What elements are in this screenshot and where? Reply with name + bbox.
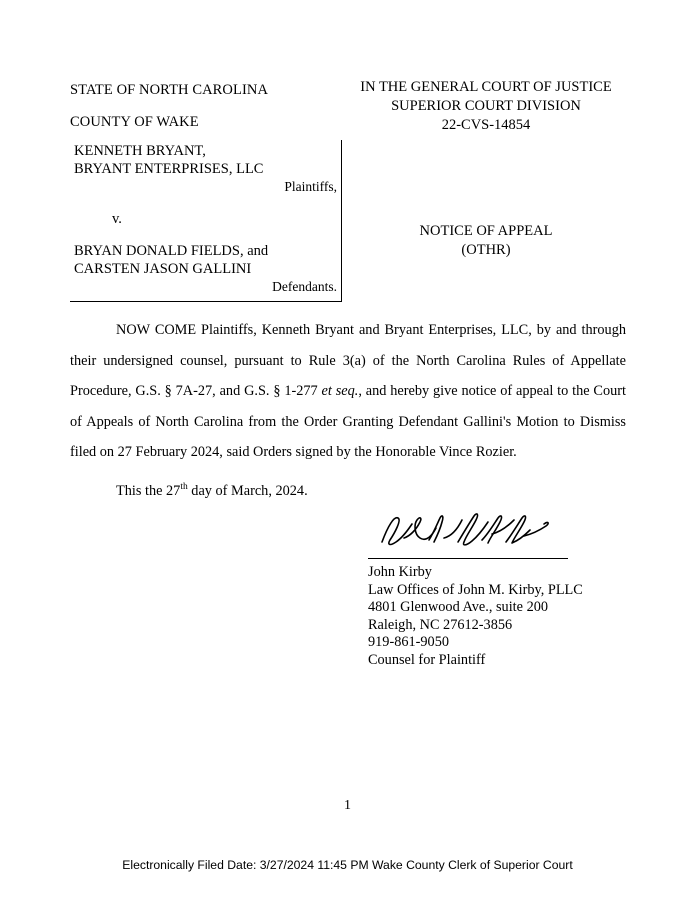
plaintiffs-role-label: Plaintiffs, (284, 179, 337, 194)
signature-details (368, 564, 630, 669)
defendant-name-1: BRYAN DONALD FIELDS, and (74, 243, 269, 259)
attorney-name: John Kirby (368, 564, 432, 580)
county-line: COUNTY OF WAKE (70, 114, 199, 130)
attorney-address: 4801 Glenwood Ave., suite 200 (368, 599, 549, 615)
court-division-line-2: SUPERIOR COURT DIVISION (391, 98, 581, 114)
attorney-role: Counsel for Plaintiff (368, 651, 486, 668)
defendants-role-label: Defendants. (272, 279, 337, 294)
handwritten-signature-icon (374, 508, 630, 556)
caption-right-column (342, 78, 630, 135)
body-paragraph-1-part2: , and hereby give notice of appeal to the Court of Appeals of North Carolina from the Order Granting Defendant Gallini's Motion to Dismiss filed on 27 February 2024, said Orders signed by the Honorable Vince Rozier. (70, 383, 626, 460)
plaintiff-name-1: KENNETH BRYANT, (74, 143, 206, 159)
signature-block (368, 508, 630, 669)
attorney-city-state-zip: Raleigh, NC 27612-3856 (368, 616, 513, 633)
date-line (70, 472, 626, 506)
case-number: 22-CVS-14854 (441, 117, 531, 133)
caption-spacer-2 (70, 228, 341, 242)
plaintiff-name-2: BRYANT ENTERPRISES, LLC (74, 161, 264, 177)
attorney-firm: Law Offices of John M. Kirby, PLLC (368, 581, 583, 598)
document-title: NOTICE OF APPEAL (419, 223, 553, 239)
body-paragraph-1 (70, 315, 626, 468)
defendant-name-2: CARSTEN JASON GALLINI (74, 261, 252, 277)
date-line-prefix: This the 27 (116, 482, 181, 499)
caption-left-column (70, 78, 342, 135)
signature-line (368, 558, 568, 559)
versus-label: v. (112, 211, 122, 227)
state-line: STATE OF NORTH CAROLINA (70, 82, 269, 98)
date-line-ordinal-suffix: th (180, 482, 188, 492)
caption-spacer-1 (70, 196, 341, 210)
date-line-suffix: day of March, 2024. (187, 482, 308, 499)
body-paragraph-1-italic: et seq. (321, 383, 359, 399)
document-title-block (342, 222, 630, 260)
page-number: 1 (344, 798, 351, 813)
efiling-footer-stamp: Electronically Filed Date: 3/27/2024 11:45 PM Wake County Clerk of Superior Court (122, 858, 573, 872)
caption-header (70, 78, 630, 135)
document-title-subtype: (OTHR) (461, 242, 511, 258)
attorney-phone: 919-861-9050 (368, 634, 450, 650)
body-text (70, 315, 626, 468)
court-division-line-1: IN THE GENERAL COURT OF JUSTICE (360, 79, 612, 95)
party-caption-box (70, 140, 342, 302)
body-paragraph-1-part1: NOW COME Plaintiffs, Kenneth Bryant and Bryant Enterprises, LLC, by and through their undersigned counsel, pursuant to Rule 3(a) of the North Carolina Rules of Appellate Procedure, G.S. § 7A-27, and G.S. § 1-277 (70, 322, 626, 399)
